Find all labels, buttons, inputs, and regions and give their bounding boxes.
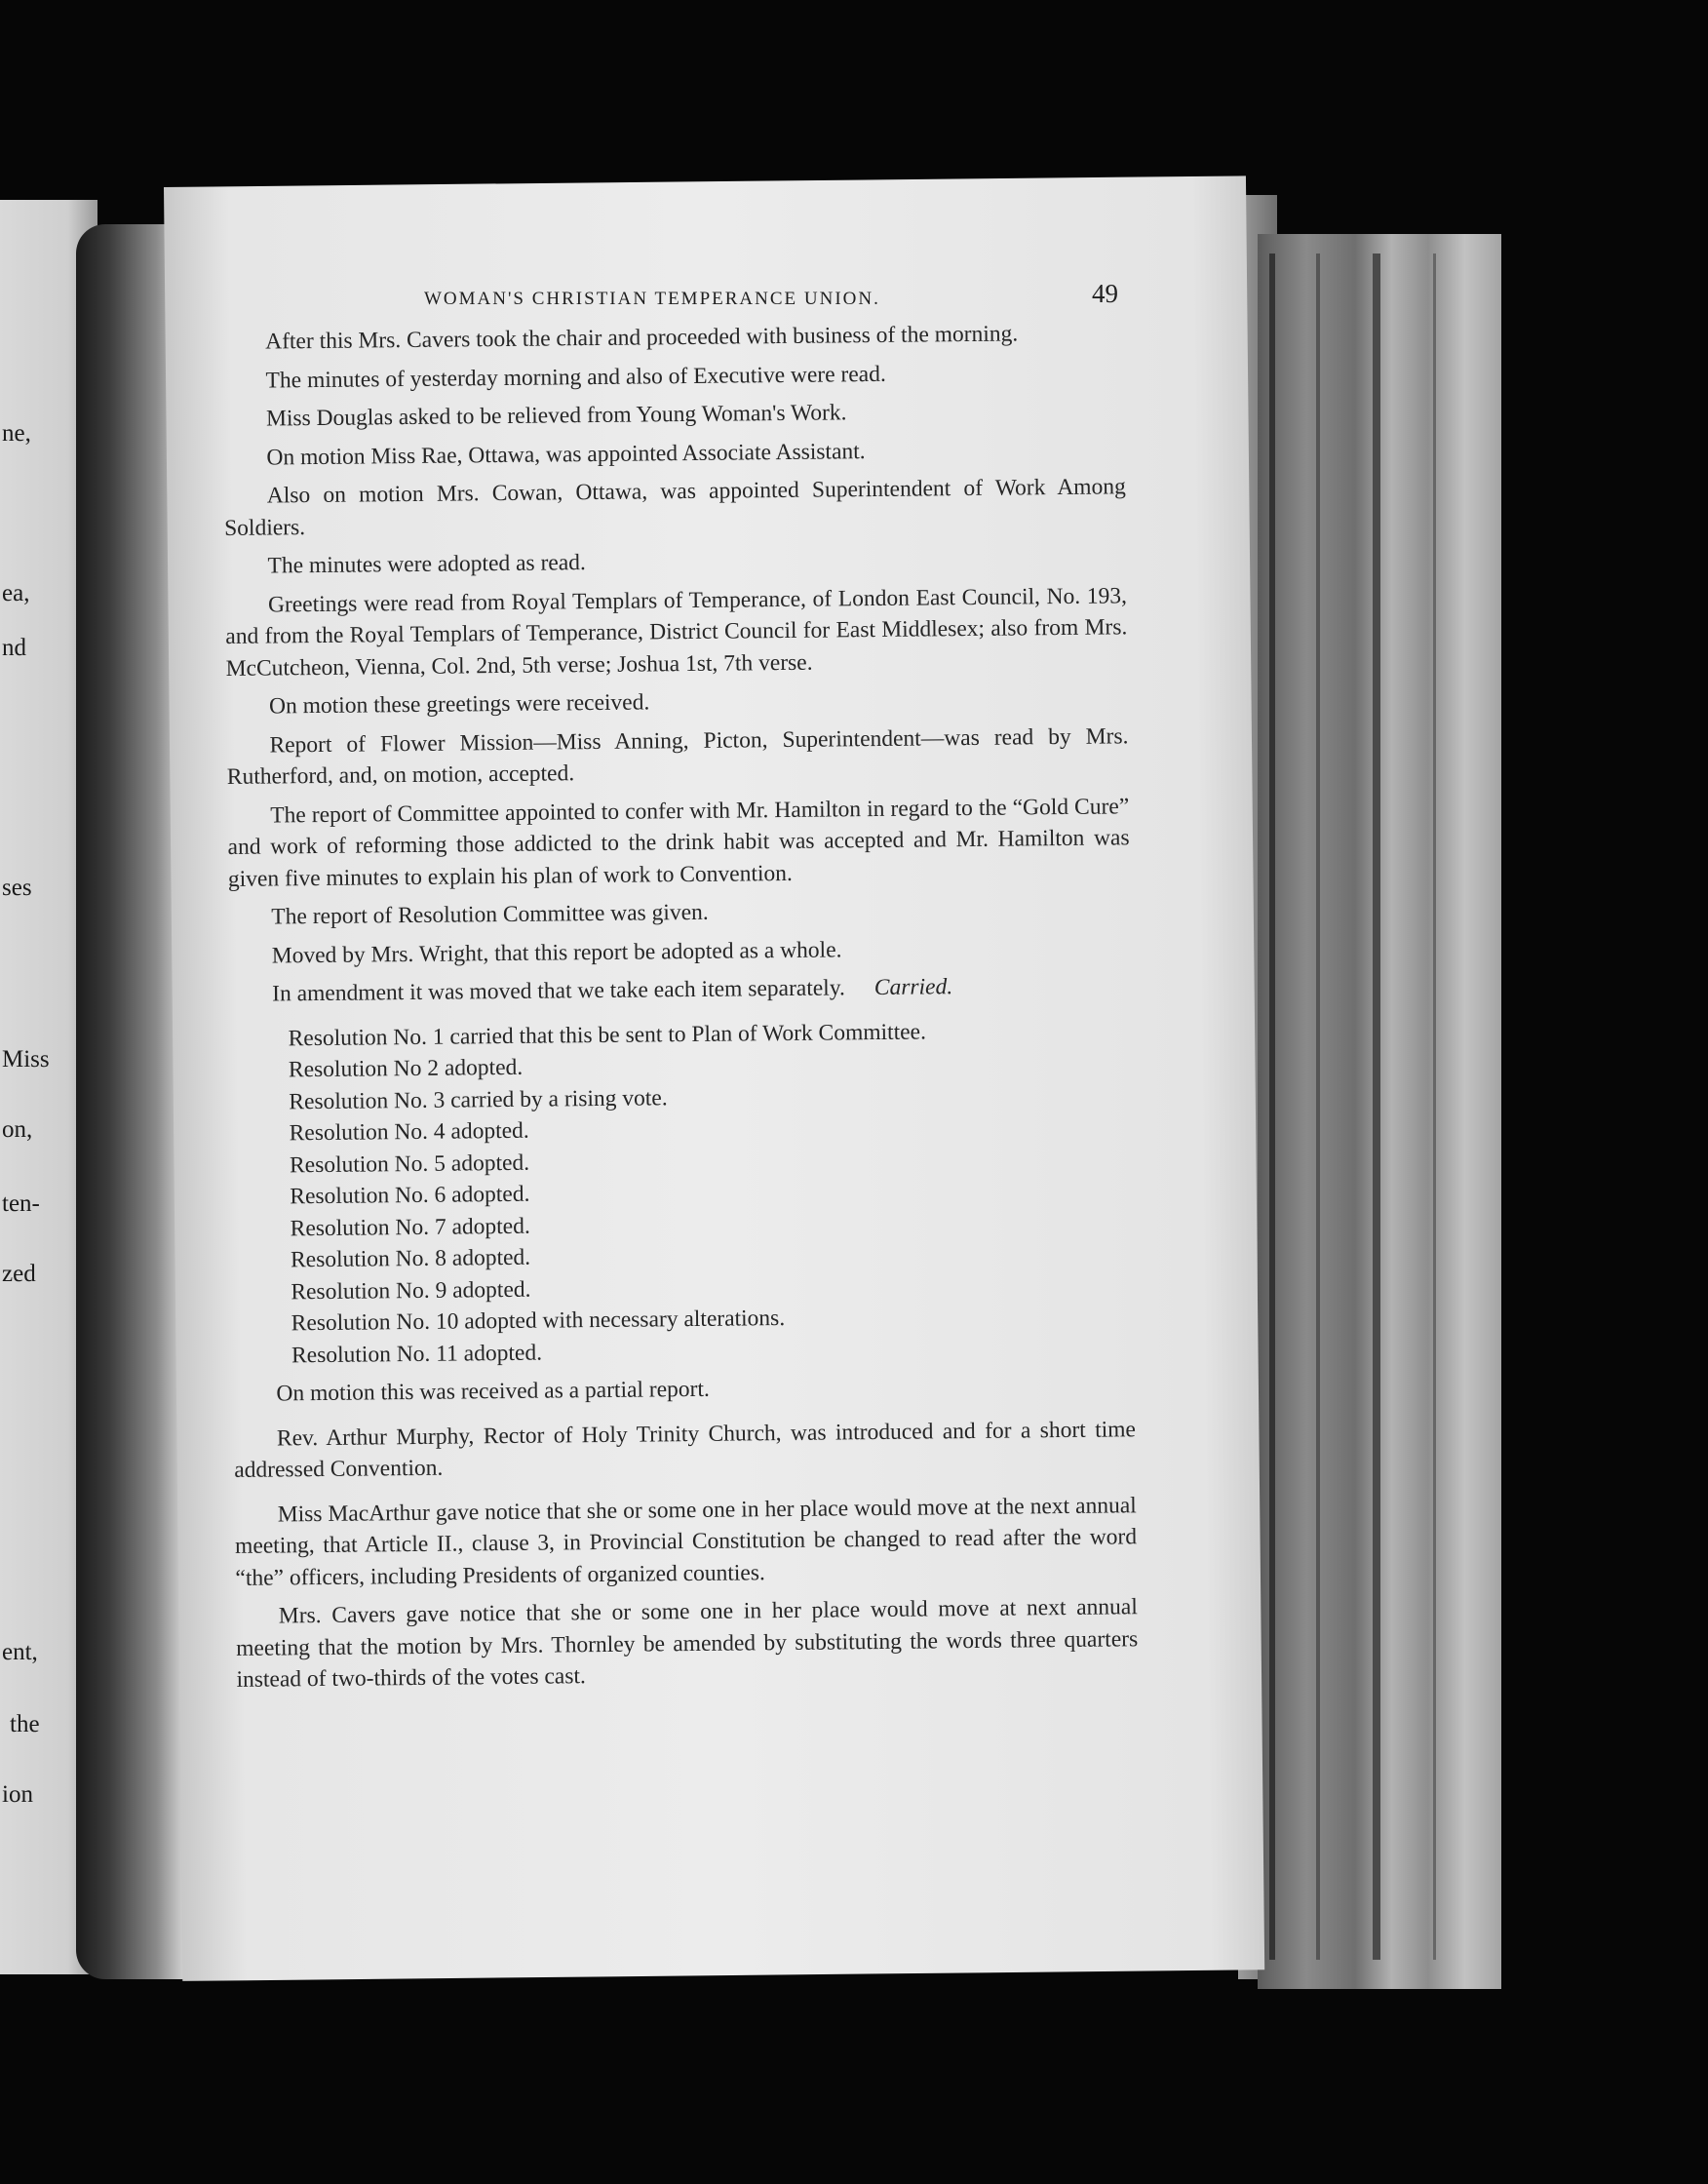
resolution-item: Resolution No. 3 carried by a rising vote. xyxy=(289,1084,668,1114)
resolution-item: Resolution No. 6 adopted. xyxy=(290,1181,530,1210)
paragraph: Also on motion Mrs. Cowan, Ottawa, was appointed Superintendent of Work Among Soldiers. xyxy=(224,474,1126,541)
paragraph: Miss MacArthur gave notice that she or some one in her place would move at the next annual meeting, that Article II., clause 3, in Provincial Constitution be changed to read after the word “the” officers, including Presidents of organized counties. xyxy=(234,1492,1138,1591)
paragraph: Report of Flower Mission—Miss Anning, Picton, Superintendent—was read by Mrs. Rutherford, and, on motion, accepted. xyxy=(226,722,1129,790)
amendment-text: In amendment it was moved that we take each item separately. xyxy=(272,975,845,1007)
resolution-item: Resolution No. 9 adopted. xyxy=(291,1276,531,1305)
left-fragment: nd xyxy=(2,635,26,661)
paragraph: On motion this was received as a partial report. xyxy=(276,1376,710,1407)
amendment-paragraph xyxy=(229,969,1131,1010)
resolution-item: Resolution No. 10 adopted with necessary alterations. xyxy=(291,1306,786,1337)
left-fragment: zed xyxy=(2,1261,36,1287)
page-body xyxy=(222,317,1139,1696)
paragraph: On motion Miss Rae, Ottawa, was appointed Associate Assistant. xyxy=(266,438,866,471)
resolution-item: Resolution No. 4 adopted. xyxy=(289,1117,529,1147)
left-fragment: ent, xyxy=(2,1639,38,1665)
paragraph: After this Mrs. Cavers took the chair and proceeded with business of the morning. xyxy=(265,321,1019,355)
paragraph: The report of Resolution Committee was given. xyxy=(271,899,709,930)
resolution-item: Resolution No 2 adopted. xyxy=(288,1054,524,1083)
page-number: 49 xyxy=(1092,279,1118,308)
left-fragment: ses xyxy=(2,875,32,901)
resolution-item: Resolution No. 8 adopted. xyxy=(290,1244,531,1273)
paragraph: The minutes of yesterday morning and also of Executive were read. xyxy=(265,361,886,394)
resolution-item: Resolution No. 7 adopted. xyxy=(290,1213,530,1241)
amendment-result: Carried. xyxy=(873,974,953,1001)
paragraph: On motion these greetings were received. xyxy=(268,689,650,720)
paragraph: Greetings were read from Royal Templars of Temperance, of London East Council, No. 193, and from the Royal Templars of Temperance, District Council for East Middlesex; also from Mrs. McCutcheon, Vienna, Col. 2nd, 5th verse; Joshua 1st, 7th verse. xyxy=(225,582,1128,682)
running-title: WOMAN'S CHRISTIAN TEMPERANCE UNION. xyxy=(424,289,880,309)
book-block-edges xyxy=(1258,234,1501,1989)
left-fragment: ion xyxy=(2,1781,33,1808)
resolution-item: Resolution No. 1 carried that this be sent to Plan of Work Committee. xyxy=(288,1018,927,1051)
left-fragment: ne, xyxy=(2,420,31,447)
paragraph: Moved by Mrs. Wright, that this report be adopted as a whole. xyxy=(271,936,842,969)
resolution-item: Resolution No. 11 adopted. xyxy=(291,1340,543,1368)
resolution-item: Resolution No. 5 adopted. xyxy=(289,1150,530,1178)
left-fragment: the xyxy=(10,1711,40,1737)
paragraph: Mrs. Cavers gave notice that she or some one in her place would move at next annual meeting that the motion by Mrs. Thornley be amended by substituting the words three quarters instead of two-thirds of the votes cast. xyxy=(236,1594,1139,1693)
left-fragment: on, xyxy=(2,1116,33,1143)
paragraph: The minutes were adopted as read. xyxy=(267,550,586,579)
left-fragment: ea, xyxy=(2,580,30,606)
left-fragment: Miss xyxy=(2,1046,50,1072)
paragraph: The report of Committee appointed to confer with Mr. Hamilton in regard to the “Gold Cure” and work of reforming those addicted to the drink habit was accepted and Mr. Hamilton was given five minutes to explain his plan of work to Convention. xyxy=(227,793,1130,892)
paragraph: Miss Douglas asked to be relieved from Young Woman's Work. xyxy=(265,400,847,432)
paragraph: Rev. Arthur Murphy, Rector of Holy Trinity Church, was introduced and for a short time addressed Convention. xyxy=(234,1416,1137,1483)
left-fragment: ten- xyxy=(2,1190,40,1217)
